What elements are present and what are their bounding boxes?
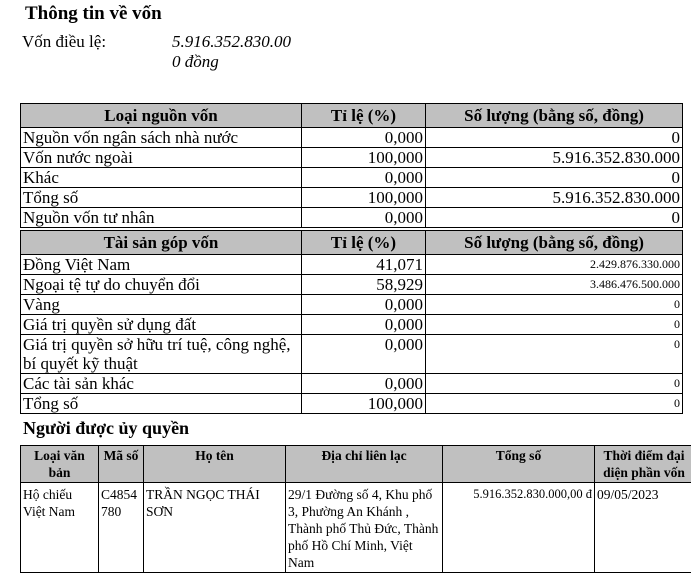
- contact-address: 29/1 Đường số 4, Khu phố 3, Phường An Khánh , Thành phố Thủ Đức, Thành phố Hồ Chí Minh, Việt Nam: [286, 483, 443, 573]
- source-ratio: 0,000: [302, 208, 426, 228]
- capital-heading: Thông tin về vốn: [25, 3, 162, 24]
- table-row: [21, 275, 683, 295]
- table-row: [21, 394, 683, 414]
- source-amount: 0: [426, 208, 683, 228]
- asset-amount: 0: [426, 295, 683, 315]
- authorized-representative-table: [20, 445, 691, 573]
- table-row: [21, 148, 683, 168]
- source-name: Nguồn vốn tư nhân: [21, 208, 302, 228]
- column-header: Số lượng (bằng số, đồng): [426, 104, 683, 128]
- asset-name: Đồng Việt Nam: [21, 255, 302, 275]
- table-row: [21, 128, 683, 148]
- column-header: Tỉ lệ (%): [302, 104, 426, 128]
- table-row: [21, 335, 683, 374]
- asset-name: Giá trị quyền sở hữu trí tuệ, công nghệ, bí quyết kỹ thuật: [21, 335, 302, 374]
- document-number: C4854780: [99, 483, 144, 573]
- asset-amount: 0: [426, 374, 683, 394]
- contributed-assets-table: [20, 230, 683, 414]
- source-amount: 5.916.352.830.000: [426, 188, 683, 208]
- source-ratio: 0,000: [302, 128, 426, 148]
- asset-ratio: 41,071: [302, 255, 426, 275]
- table-row: [21, 374, 683, 394]
- table-row: [21, 255, 683, 275]
- asset-ratio: 58,929: [302, 275, 426, 295]
- asset-amount: 2.429.876.330.000: [426, 255, 683, 275]
- table-header-row: [21, 231, 683, 255]
- asset-ratio: 0,000: [302, 295, 426, 315]
- authorized-heading: Người được ủy quyền: [23, 418, 190, 438]
- column-header: Tỉ lệ (%): [302, 231, 426, 255]
- column-header: Tài sản góp vốn: [21, 231, 302, 255]
- charter-capital-unit: 0 đồng: [172, 52, 219, 71]
- table-row: [21, 295, 683, 315]
- charter-capital-value: 5.916.352.830.00: [172, 32, 291, 51]
- source-amount: 0: [426, 128, 683, 148]
- asset-ratio: 0,000: [302, 315, 426, 335]
- table-header-row: [21, 446, 691, 483]
- asset-ratio: 0,000: [302, 335, 426, 374]
- column-header: Thời điểm đại diện phần vốn: [595, 446, 691, 483]
- column-header: Số lượng (bằng số, đồng): [426, 231, 683, 255]
- asset-amount: 0: [426, 394, 683, 414]
- table-row: [21, 188, 683, 208]
- source-name: Vốn nước ngoài: [21, 148, 302, 168]
- asset-amount: 3.486.476.500.000: [426, 275, 683, 295]
- document-type: Hộ chiếu Việt Nam: [21, 483, 99, 573]
- asset-name: Các tài sản khác: [21, 374, 302, 394]
- asset-name: Ngoại tệ tự do chuyển đổi: [21, 275, 302, 295]
- source-name: Nguồn vốn ngân sách nhà nước: [21, 128, 302, 148]
- capital-sources-table: [20, 103, 683, 228]
- total-amount: 5.916.352.830.000,00 đ: [443, 483, 595, 573]
- column-header: Tổng số: [443, 446, 595, 483]
- column-header: Mã số: [99, 446, 144, 483]
- asset-name: Giá trị quyền sử dụng đất: [21, 315, 302, 335]
- charter-capital-label: Vốn điều lệ:: [22, 32, 107, 51]
- table-row: [21, 483, 691, 573]
- table-row: [21, 168, 683, 188]
- representation-date: 09/05/2023: [595, 483, 691, 573]
- column-header: Loại nguồn vốn: [21, 104, 302, 128]
- table-row: [21, 208, 683, 228]
- source-ratio: 100,000: [302, 188, 426, 208]
- asset-name: Tổng số: [21, 394, 302, 414]
- table-header-row: [21, 104, 683, 128]
- table-row: [21, 315, 683, 335]
- asset-amount: 0: [426, 335, 683, 374]
- source-amount: 5.916.352.830.000: [426, 148, 683, 168]
- column-header: Họ tên: [144, 446, 286, 483]
- asset-ratio: 100,000: [302, 394, 426, 414]
- source-name: Khác: [21, 168, 302, 188]
- full-name: TRẦN NGỌC THÁI SƠN: [144, 483, 286, 573]
- asset-amount: 0: [426, 315, 683, 335]
- column-header: Địa chỉ liên lạc: [286, 446, 443, 483]
- source-amount: 0: [426, 168, 683, 188]
- source-name: Tổng số: [21, 188, 302, 208]
- source-ratio: 100,000: [302, 148, 426, 168]
- asset-ratio: 0,000: [302, 374, 426, 394]
- column-header: Loại văn bản: [21, 446, 99, 483]
- source-ratio: 0,000: [302, 168, 426, 188]
- asset-name: Vàng: [21, 295, 302, 315]
